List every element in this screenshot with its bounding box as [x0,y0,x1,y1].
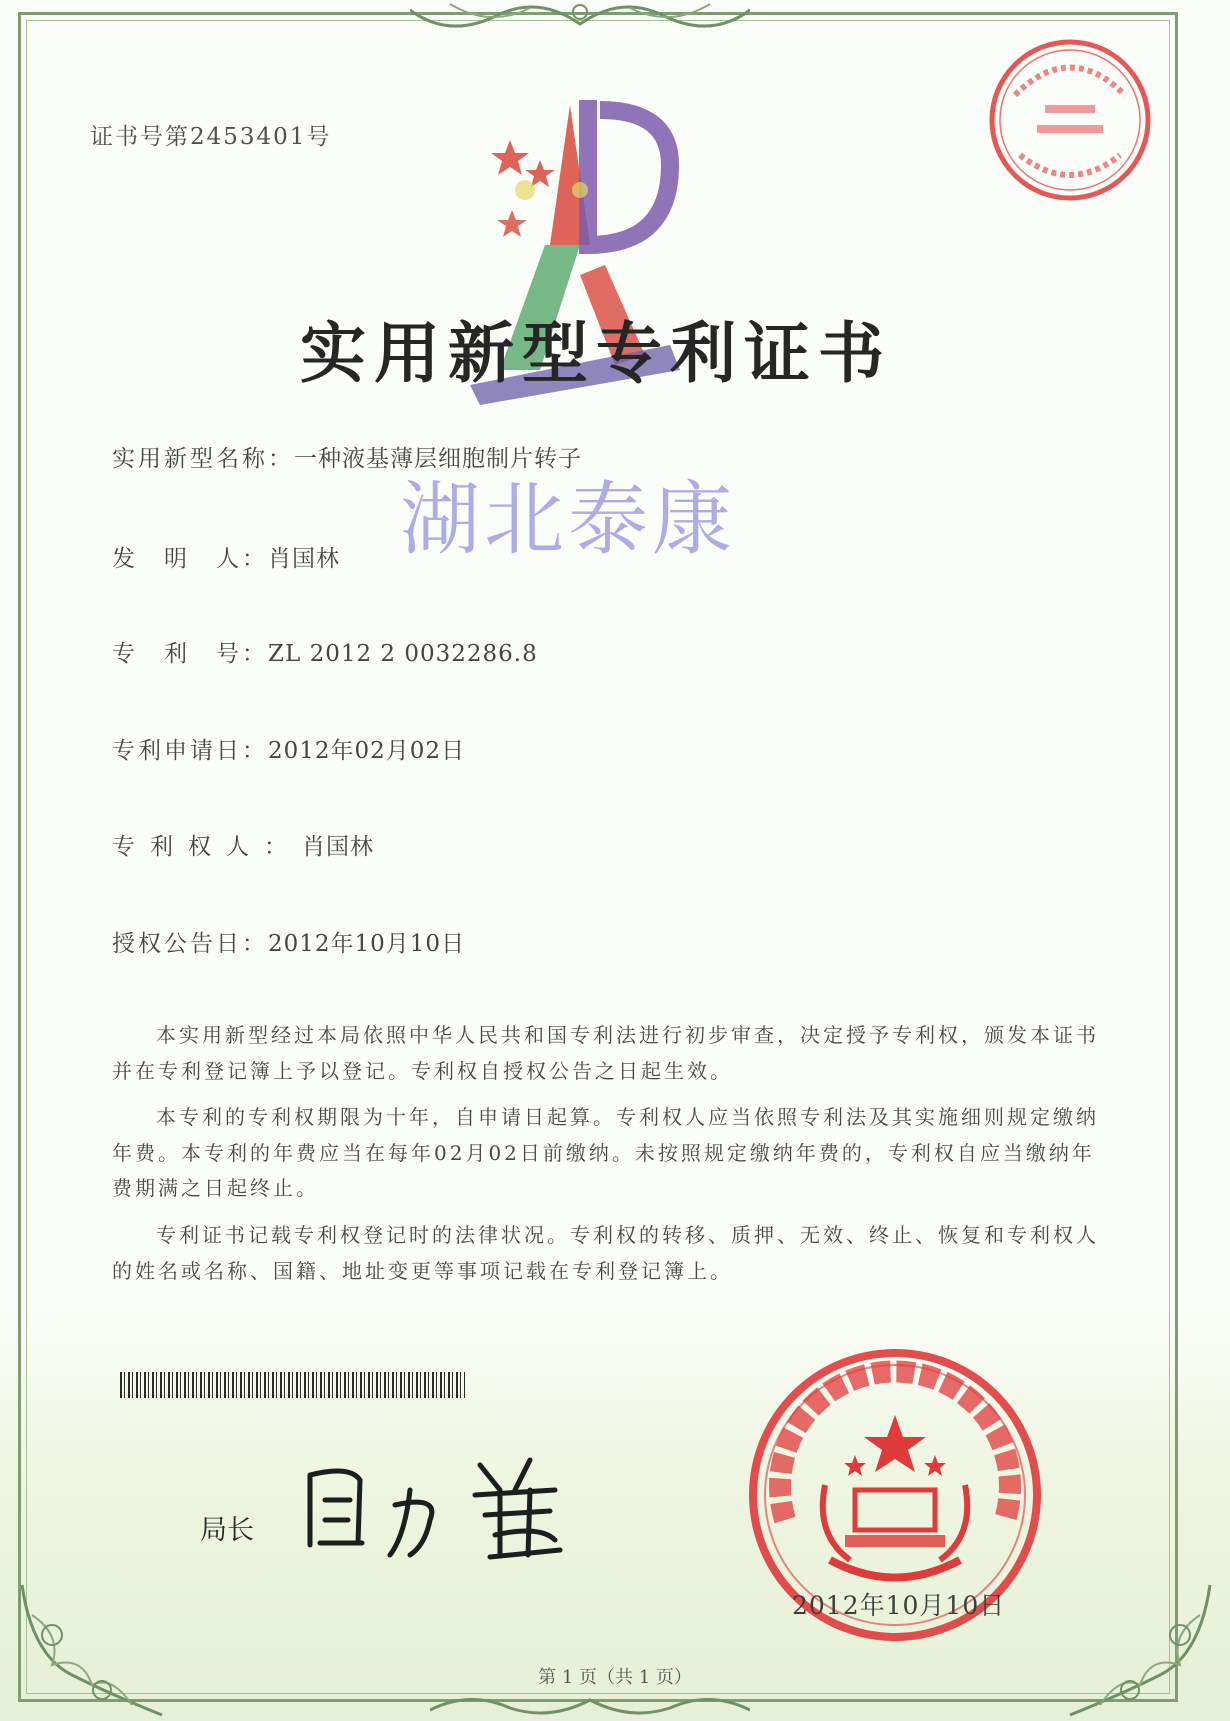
body-paragraph: 本实用新型经过本局依照中华人民共和国专利法进行初步审查，决定授予专利权，颁发本证书并在专利登记簿上予以登记。专利权自授权公告之日起生效。 [112,1023,1099,1083]
field-label: 专利申请日： [112,738,268,764]
certificate-number: 证书号第2453401号 [90,124,332,150]
bottom-center-ornament-icon [430,1690,750,1721]
field-inventor [112,540,340,573]
bottom-right-ornament-icon [1060,1575,1220,1721]
field-grant-date [112,925,465,958]
director-signature [300,1445,600,1565]
field-value: 2012年10月10日 [268,931,466,957]
field-label: 专利权人： [112,834,302,860]
field-value: 2012年02月02日 [268,738,466,764]
barcode [120,1372,465,1398]
field-label: 授权公告日： [112,931,268,957]
issue-date: 2012年10月10日 [792,1591,1006,1620]
company-watermark: 湖北泰康 [400,473,736,566]
page-number: 第 1 页（共 1 页） [538,1667,692,1688]
field-label: 发 明 人： [112,546,268,572]
body-paragraph: 本专利的专利权期限为十年，自申请日起算。专利权人应当依照专利法及其实施细则规定缴纳年费。本专利的年费应当在每年02月02日前缴纳。未按照规定缴纳年费的，专利权自应当缴纳年费期满之日起终止。 [112,1105,1099,1200]
field-patent-number [112,635,538,668]
bottom-left-ornament-icon [12,1575,172,1721]
certificate-title: 实用新型专利证书 [300,314,892,392]
field-value: 肖国林 [302,834,374,860]
top-ornament-icon [410,0,750,40]
tax-agent-seal [985,35,1155,205]
field-label: 专 利 号： [112,641,268,667]
field-value: ZL 2012 2 0032286.8 [268,641,538,667]
field-filing-date [112,732,465,765]
field-value: 肖国林 [268,546,340,572]
field-value: 一种液基薄层细胞制片转子 [294,446,582,472]
body-paragraph: 专利证书记载专利权登记时的法律状况。专利权的转移、质押、无效、终止、恢复和专利权人的姓名或名称、国籍、地址变更等事项记载在专利登记簿上。 [112,1223,1099,1283]
director-label: 局长 [200,1515,254,1546]
field-patentee [112,828,374,861]
field-label: 实用新型名称： [112,446,294,472]
